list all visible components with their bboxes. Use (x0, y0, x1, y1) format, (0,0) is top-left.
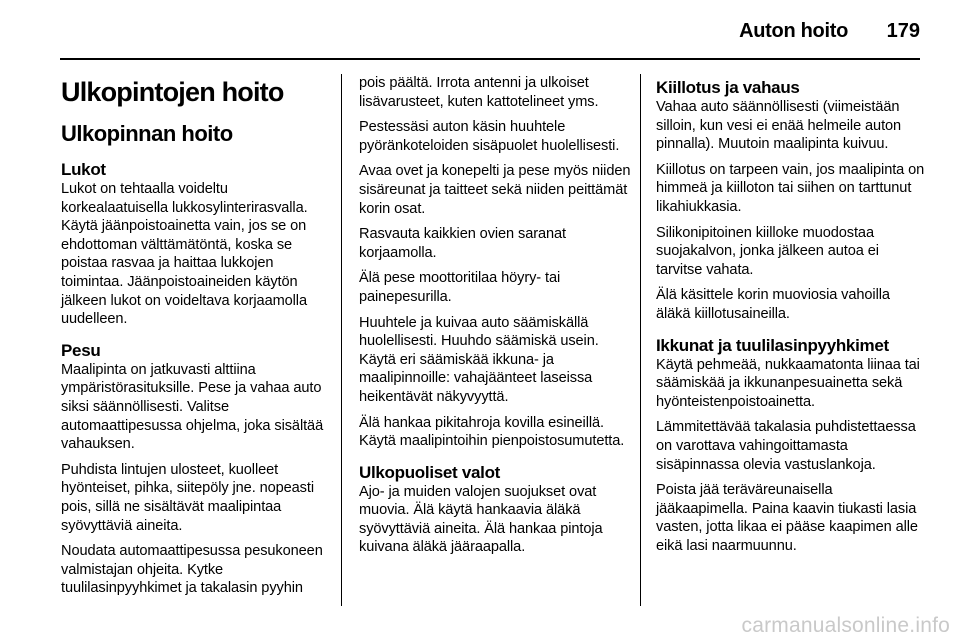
column-1 (61, 74, 337, 605)
column-divider-2 (640, 74, 641, 606)
header-rule (60, 58, 920, 60)
paragraph: Kiillotus on tarpeen vain, jos maalipinta on himmeä ja kiilloton tai siihen on tarttunut likahiukkasia. (656, 161, 925, 215)
paragraph: pois päältä. Irrota antenni ja ulkoiset lisävarusteet, kuten kattotelineet yms. (359, 75, 599, 110)
column-3 (656, 74, 926, 562)
paragraph: Puhdista lintujen ulosteet, kuolleet hyönteiset, pihka, siitepöly jne. nopeasti pois, sillä ne sisältävät maalipintaa syövyttäviä aineita. (61, 461, 314, 534)
heading-exterior-lights: Ulkopuoliset valot (359, 462, 501, 482)
paragraph: Avaa ovet ja konepelti ja pese myös niiden sisäreunat ja taitteet sekä niiden peittämät korin osat. (359, 163, 631, 217)
paragraph: Silikonipitoinen kiilloke muodostaa suojakalvon, jonka jälkeen autoa ei tarvitse vahata. (656, 224, 879, 278)
column-divider-1 (341, 74, 342, 606)
paragraph: Maalipinta on jatkuvasti alttiina ympäristörasituksille. Pese ja vahaa auto siksi säännöllisesti. Valitse automaattipesussa ohjelma, joka sisältää vahauksen. (61, 361, 324, 453)
section-title: Ulkopinnan hoito (61, 121, 233, 146)
page-header (0, 0, 960, 60)
heading-locks: Lukot (61, 160, 106, 179)
paragraph: Lukot on tehtaalla voideltu korkealaatuisella lukkosylinterirasvalla. Käytä jäänpoistoainetta vain, jos se on ehdottoman välttämätöntä, koska se poistaa rasvaa ja haittaa lukkojen toimintaa. Jäänpoistoaineiden käytön jälkeen lukot on voideltava korjaamolla uudelleen. (61, 181, 308, 328)
page-number: 179 (886, 20, 920, 42)
paragraph: Ajo- ja muiden valojen suojukset ovat muovia. Älä käytä hankaavia äläkä syövyttäviä aineita. Älä hankaa pintoja kuivana äläkä jääraapalla. (359, 483, 603, 556)
paragraph: Älä käsittele korin muoviosia vahoilla äläkä kiillotusaineilla. (656, 287, 890, 322)
heading-windows-wipers: Ikkunat ja tuulilasinpyyhkimet (656, 335, 889, 355)
paragraph: Käytä pehmeää, nukkaamatonta liinaa tai säämiskää ja ikkunanpesuainetta sekä hyönteistenpoistoainetta. (656, 356, 920, 410)
chapter-title: Ulkopintojen hoito (61, 77, 284, 107)
running-header-title: Auton hoito (739, 20, 848, 42)
paragraph: Rasvauta kaikkien ovien saranat korjaamolla. (359, 226, 567, 261)
paragraph: Älä hankaa pikitahroja kovilla esineillä. Käytä maalipintoihin pienpoistosumutetta. (359, 414, 625, 450)
paragraph: Noudata automaattipesussa pesukoneen valmistajan ohjeita. Kytke tuulilasinpyyhkimet ja takalasin pyyhin (61, 543, 323, 597)
paragraph: Huuhtele ja kuivaa auto säämiskällä huolellisesti. Huuhdo säämiskä usein. Käytä eri säämiskää ikkuna- ja maalipinnoille: vahajäänteet laseissa heikentävät näkyvyyttä. (359, 314, 599, 405)
paragraph: Pestessäsi auton käsin huuhtele pyöränkoteloiden sisäpuolet huolellisesti. (359, 119, 620, 154)
heading-wash: Pesu (61, 340, 101, 360)
paragraph: Vahaa auto säännöllisesti (viimeistään silloin, kun vesi ei enää helmeile auton pinnalla). Muutoin maalipinta kuivuu. (656, 99, 902, 153)
paragraph: Lämmitettävää takalasia puhdistettaessa on varottava vahingoittamasta sisäpinnassa olevia vastuslankoja. (656, 419, 916, 473)
watermark-link[interactable]: carmanualsonline.info (741, 614, 950, 637)
heading-polish-wax: Kiillotus ja vahaus (656, 78, 800, 97)
paragraph: Poista jää teräväreunaisella jääkaapimella. Paina kaavin tiukasti lasia vasten, jotta likaa ei pääse kaapimen alle eikä lasi naarmuunnu. (656, 482, 918, 554)
paragraph: Älä pese moottoritilaa höyry- tai painepesurilla. (359, 270, 561, 305)
column-2 (359, 74, 636, 564)
